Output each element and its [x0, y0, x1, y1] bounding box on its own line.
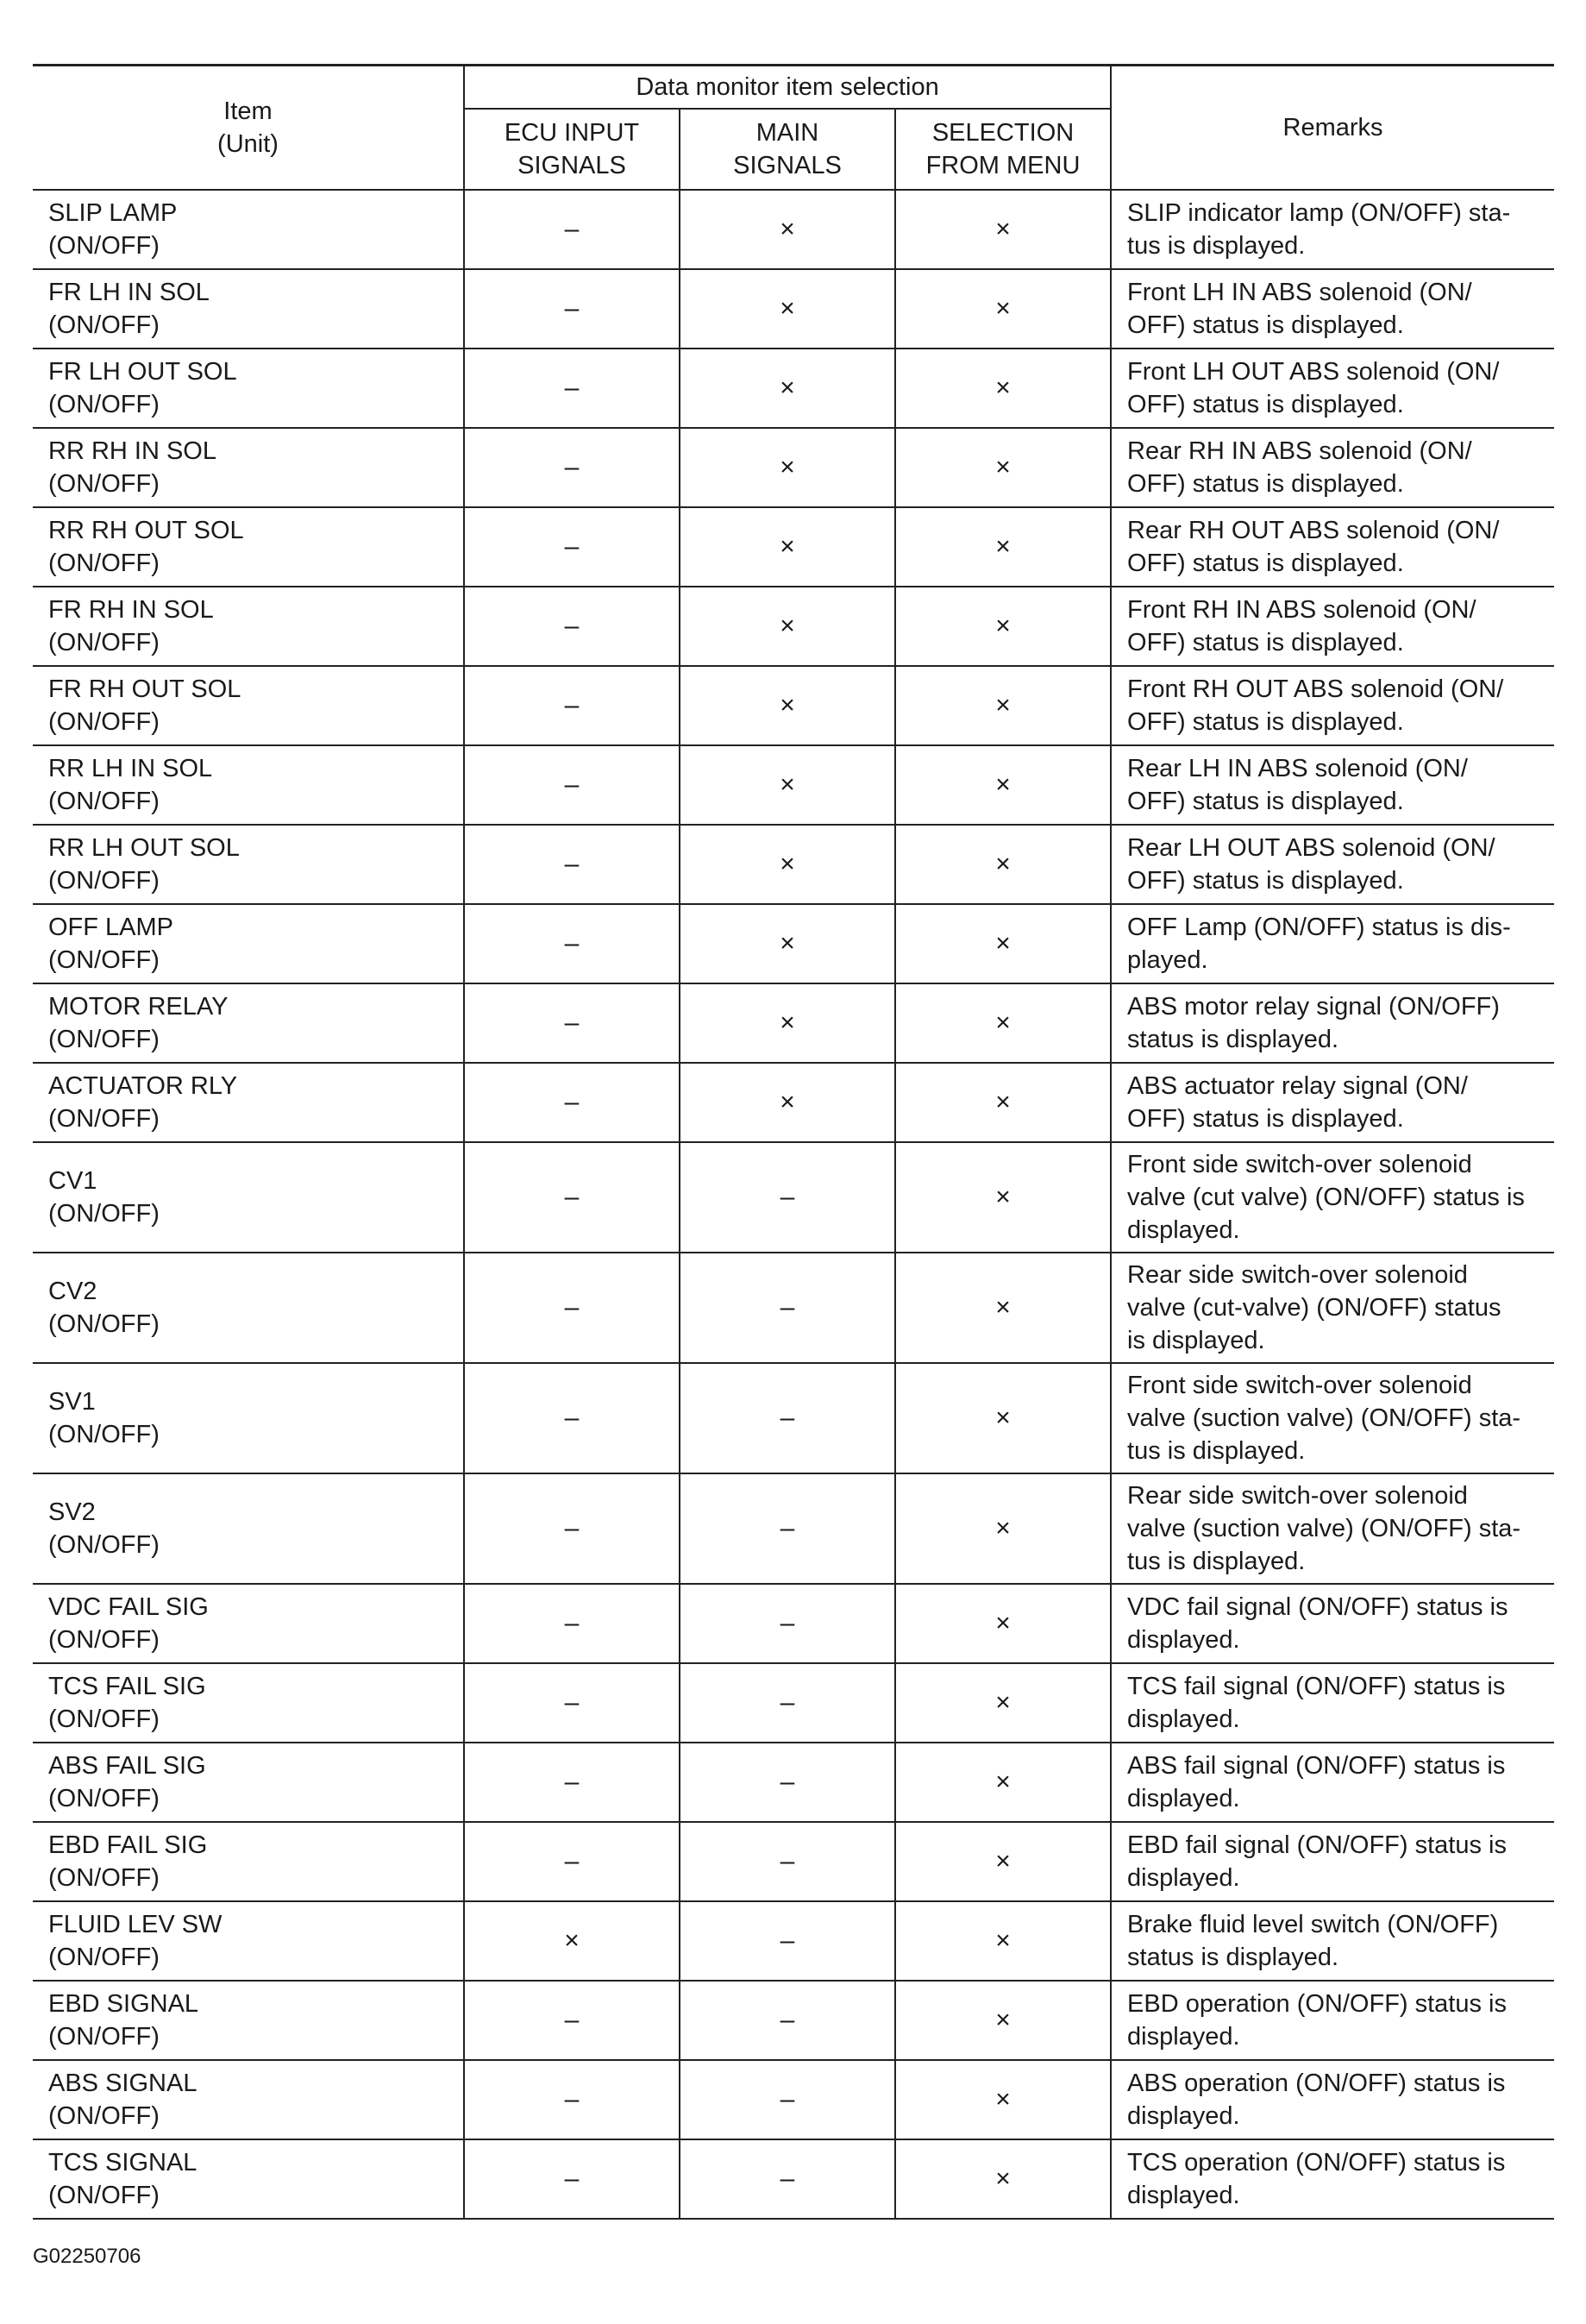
selection-menu-mark: ×	[895, 1253, 1111, 1363]
item-unit: (ON/OFF)	[48, 628, 160, 656]
table-row	[33, 1901, 1554, 1981]
ecu-input-mark: –	[464, 1584, 680, 1663]
remarks-line: Rear LH IN ABS solenoid (ON/	[1127, 754, 1468, 782]
header-ecu-line1: ECU INPUT	[504, 118, 640, 147]
item-name: SLIP LAMP	[48, 198, 178, 227]
selection-menu-mark: ×	[895, 1663, 1111, 1743]
selection-menu-mark: ×	[895, 983, 1111, 1063]
item-name: CV2	[48, 1277, 97, 1305]
item-cell	[33, 983, 464, 1063]
item-name: OFF LAMP	[48, 913, 174, 941]
ecu-input-mark: –	[464, 1822, 680, 1901]
remarks-line: TCS operation (ON/OFF) status is	[1127, 2148, 1506, 2176]
main-signals-mark: –	[680, 1363, 895, 1473]
item-cell	[33, 1822, 464, 1901]
selection-menu-mark: ×	[895, 1363, 1111, 1473]
item-name: EBD SIGNAL	[48, 1989, 199, 2018]
item-name: ABS SIGNAL	[48, 2069, 197, 2097]
remarks-line: ABS motor relay signal (ON/OFF)	[1127, 992, 1500, 1021]
ecu-input-mark: –	[464, 983, 680, 1063]
item-unit: (ON/OFF)	[48, 1784, 160, 1812]
ecu-input-mark: –	[464, 904, 680, 983]
selection-menu-mark: ×	[895, 269, 1111, 349]
remarks-cell	[1111, 2139, 1554, 2219]
header-data-monitor-group: Data monitor item selection	[464, 66, 1111, 109]
ecu-input-mark: –	[464, 1743, 680, 1822]
item-name: RR RH OUT SOL	[48, 516, 244, 544]
ecu-input-mark: –	[464, 507, 680, 587]
item-cell	[33, 587, 464, 666]
remarks-line: Front RH IN ABS solenoid (ON/	[1127, 595, 1476, 624]
item-cell	[33, 1142, 464, 1253]
selection-menu-mark: ×	[895, 1743, 1111, 1822]
remarks-line: valve (suction valve) (ON/OFF) sta-	[1127, 1404, 1521, 1432]
header-main-line2: SIGNALS	[733, 151, 842, 179]
selection-menu-mark: ×	[895, 349, 1111, 428]
remarks-line: OFF) status is displayed.	[1127, 787, 1404, 815]
item-unit: (ON/OFF)	[48, 1625, 160, 1654]
header-remarks: Remarks	[1111, 66, 1554, 190]
data-monitor-table	[33, 64, 1554, 2220]
remarks-line: EBD operation (ON/OFF) status is	[1127, 1989, 1507, 2018]
selection-menu-mark: ×	[895, 666, 1111, 745]
remarks-line: is displayed.	[1127, 1326, 1265, 1354]
remarks-cell	[1111, 1743, 1554, 1822]
ecu-input-mark: –	[464, 2139, 680, 2219]
item-cell	[33, 1584, 464, 1663]
remarks-line: Rear side switch-over solenoid	[1127, 1481, 1468, 1510]
selection-menu-mark: ×	[895, 2139, 1111, 2219]
selection-menu-mark: ×	[895, 1142, 1111, 1253]
remarks-line: displayed.	[1127, 2101, 1240, 2130]
remarks-line: tus is displayed.	[1127, 1436, 1306, 1465]
ecu-input-mark: –	[464, 190, 680, 269]
remarks-cell	[1111, 1063, 1554, 1142]
remarks-line: Front side switch-over solenoid	[1127, 1371, 1472, 1399]
item-cell	[33, 1981, 464, 2060]
selection-menu-mark: ×	[895, 2060, 1111, 2139]
main-signals-mark: ×	[680, 666, 895, 745]
header-ecu-input-signals	[464, 109, 680, 190]
item-name: MOTOR RELAY	[48, 992, 229, 1021]
item-name: RR LH OUT SOL	[48, 833, 240, 862]
main-signals-mark: ×	[680, 825, 895, 904]
selection-menu-mark: ×	[895, 190, 1111, 269]
item-cell	[33, 2060, 464, 2139]
item-cell	[33, 666, 464, 745]
remarks-cell	[1111, 1473, 1554, 1584]
item-unit: (ON/OFF)	[48, 787, 160, 815]
remarks-line: played.	[1127, 945, 1208, 974]
table-row	[33, 1253, 1554, 1363]
selection-menu-mark: ×	[895, 745, 1111, 825]
table-row	[33, 428, 1554, 507]
header-item	[33, 66, 464, 190]
remarks-cell	[1111, 1822, 1554, 1901]
remarks-line: displayed.	[1127, 2181, 1240, 2209]
remarks-cell	[1111, 190, 1554, 269]
item-unit: (ON/OFF)	[48, 549, 160, 577]
ecu-input-mark: –	[464, 587, 680, 666]
item-unit: (ON/OFF)	[48, 945, 160, 974]
remarks-cell	[1111, 2060, 1554, 2139]
item-name: EBD FAIL SIG	[48, 1831, 208, 1859]
remarks-line: OFF) status is displayed.	[1127, 311, 1404, 339]
item-unit: (ON/OFF)	[48, 1943, 160, 1971]
remarks-cell	[1111, 269, 1554, 349]
remarks-line: Rear side switch-over solenoid	[1127, 1260, 1468, 1289]
table-row	[33, 2139, 1554, 2219]
remarks-line: TCS fail signal (ON/OFF) status is	[1127, 1672, 1506, 1700]
item-name: TCS FAIL SIG	[48, 1672, 206, 1700]
selection-menu-mark: ×	[895, 428, 1111, 507]
item-unit: (ON/OFF)	[48, 1199, 160, 1228]
main-signals-mark: ×	[680, 190, 895, 269]
selection-menu-mark: ×	[895, 1473, 1111, 1584]
item-name: FR LH IN SOL	[48, 278, 210, 306]
remarks-line: Rear RH IN ABS solenoid (ON/	[1127, 437, 1472, 465]
item-cell	[33, 1743, 464, 1822]
selection-menu-mark: ×	[895, 825, 1111, 904]
item-name: RR RH IN SOL	[48, 437, 216, 465]
main-signals-mark: ×	[680, 269, 895, 349]
item-unit: (ON/OFF)	[48, 2181, 160, 2209]
item-cell	[33, 825, 464, 904]
item-unit: (ON/OFF)	[48, 1420, 160, 1448]
remarks-cell	[1111, 1363, 1554, 1473]
ecu-input-mark: –	[464, 1663, 680, 1743]
remarks-line: displayed.	[1127, 1705, 1240, 1733]
ecu-input-mark: –	[464, 2060, 680, 2139]
ecu-input-mark: –	[464, 1981, 680, 2060]
remarks-line: EBD fail signal (ON/OFF) status is	[1127, 1831, 1507, 1859]
selection-menu-mark: ×	[895, 904, 1111, 983]
ecu-input-mark: ×	[464, 1901, 680, 1981]
remarks-cell	[1111, 1663, 1554, 1743]
remarks-cell	[1111, 1142, 1554, 1253]
item-unit: (ON/OFF)	[48, 1863, 160, 1892]
item-cell	[33, 349, 464, 428]
remarks-line: OFF) status is displayed.	[1127, 390, 1404, 418]
remarks-line: valve (cut-valve) (ON/OFF) status	[1127, 1293, 1501, 1322]
remarks-line: tus is displayed.	[1127, 1547, 1306, 1575]
item-name: SV1	[48, 1387, 96, 1416]
table-row	[33, 1142, 1554, 1253]
main-signals-mark: ×	[680, 428, 895, 507]
item-unit: (ON/OFF)	[48, 2022, 160, 2051]
data-monitor-table-container	[33, 64, 1554, 2220]
item-unit: (ON/OFF)	[48, 1104, 160, 1133]
main-signals-mark: –	[680, 1743, 895, 1822]
figure-code: G02250706	[33, 2245, 141, 2268]
remarks-line: displayed.	[1127, 1784, 1240, 1812]
remarks-line: ABS fail signal (ON/OFF) status is	[1127, 1751, 1506, 1780]
remarks-line: Rear RH OUT ABS solenoid (ON/	[1127, 516, 1500, 544]
header-sel-line2: FROM MENU	[925, 151, 1081, 179]
remarks-line: valve (suction valve) (ON/OFF) sta-	[1127, 1514, 1521, 1542]
remarks-line: status is displayed.	[1127, 1943, 1339, 1971]
ecu-input-mark: –	[464, 1142, 680, 1253]
remarks-line: ABS actuator relay signal (ON/	[1127, 1071, 1468, 1100]
table-row	[33, 507, 1554, 587]
item-cell	[33, 507, 464, 587]
item-unit: (ON/OFF)	[48, 1705, 160, 1733]
item-name: FLUID LEV SW	[48, 1910, 223, 1938]
table-row	[33, 825, 1554, 904]
remarks-line: Front side switch-over solenoid	[1127, 1150, 1472, 1178]
main-signals-mark: –	[680, 2139, 895, 2219]
main-signals-mark: –	[680, 1473, 895, 1584]
ecu-input-mark: –	[464, 349, 680, 428]
main-signals-mark: –	[680, 1584, 895, 1663]
main-signals-mark: –	[680, 1822, 895, 1901]
table-row	[33, 1822, 1554, 1901]
table-row	[33, 745, 1554, 825]
item-name: ACTUATOR RLY	[48, 1071, 238, 1100]
ecu-input-mark: –	[464, 745, 680, 825]
item-name: FR LH OUT SOL	[48, 357, 237, 386]
selection-menu-mark: ×	[895, 507, 1111, 587]
table-body	[33, 190, 1554, 2219]
remarks-cell	[1111, 349, 1554, 428]
item-unit: (ON/OFF)	[48, 390, 160, 418]
remarks-line: displayed.	[1127, 2022, 1240, 2051]
remarks-line: OFF) status is displayed.	[1127, 1104, 1404, 1133]
remarks-line: OFF) status is displayed.	[1127, 469, 1404, 498]
remarks-line: displayed.	[1127, 1215, 1240, 1244]
remarks-cell	[1111, 1901, 1554, 1981]
remarks-cell	[1111, 1981, 1554, 2060]
remarks-cell	[1111, 825, 1554, 904]
remarks-line: OFF) status is displayed.	[1127, 549, 1404, 577]
item-cell	[33, 745, 464, 825]
ecu-input-mark: –	[464, 1363, 680, 1473]
ecu-input-mark: –	[464, 666, 680, 745]
table-row	[33, 904, 1554, 983]
item-unit: (ON/OFF)	[48, 2101, 160, 2130]
remarks-line: VDC fail signal (ON/OFF) status is	[1127, 1592, 1508, 1621]
selection-menu-mark: ×	[895, 587, 1111, 666]
main-signals-mark: –	[680, 1663, 895, 1743]
remarks-line: SLIP indicator lamp (ON/OFF) sta-	[1127, 198, 1511, 227]
remarks-line: ABS operation (ON/OFF) status is	[1127, 2069, 1506, 2097]
remarks-cell	[1111, 666, 1554, 745]
main-signals-mark: ×	[680, 587, 895, 666]
item-cell	[33, 1473, 464, 1584]
remarks-line: displayed.	[1127, 1863, 1240, 1892]
item-unit: (ON/OFF)	[48, 231, 160, 260]
item-name: RR LH IN SOL	[48, 754, 213, 782]
remarks-cell	[1111, 428, 1554, 507]
item-unit: (ON/OFF)	[48, 469, 160, 498]
remarks-line: Rear LH OUT ABS solenoid (ON/	[1127, 833, 1495, 862]
main-signals-mark: –	[680, 1253, 895, 1363]
remarks-line: tus is displayed.	[1127, 231, 1306, 260]
remarks-cell	[1111, 983, 1554, 1063]
table-row	[33, 1363, 1554, 1473]
table-row	[33, 1473, 1554, 1584]
table-row	[33, 983, 1554, 1063]
main-signals-mark: –	[680, 1142, 895, 1253]
remarks-cell	[1111, 587, 1554, 666]
remarks-cell	[1111, 507, 1554, 587]
main-signals-mark: ×	[680, 745, 895, 825]
remarks-line: Front LH OUT ABS solenoid (ON/	[1127, 357, 1500, 386]
main-signals-mark: ×	[680, 507, 895, 587]
selection-menu-mark: ×	[895, 1584, 1111, 1663]
item-cell	[33, 904, 464, 983]
ecu-input-mark: –	[464, 1063, 680, 1142]
remarks-line: OFF) status is displayed.	[1127, 866, 1404, 895]
remarks-line: OFF) status is displayed.	[1127, 628, 1404, 656]
header-unit-label: (Unit)	[217, 129, 279, 158]
item-cell	[33, 1363, 464, 1473]
table-row	[33, 1584, 1554, 1663]
remarks-line: Brake fluid level switch (ON/OFF)	[1127, 1910, 1499, 1938]
table-row	[33, 1663, 1554, 1743]
table-row	[33, 2060, 1554, 2139]
item-name: SV2	[48, 1498, 96, 1526]
main-signals-mark: ×	[680, 349, 895, 428]
item-cell	[33, 1901, 464, 1981]
table-row	[33, 587, 1554, 666]
item-name: CV1	[48, 1166, 97, 1195]
remarks-line: Front RH OUT ABS solenoid (ON/	[1127, 675, 1504, 703]
table-row	[33, 269, 1554, 349]
item-unit: (ON/OFF)	[48, 1310, 160, 1338]
main-signals-mark: ×	[680, 983, 895, 1063]
item-unit: (ON/OFF)	[48, 1025, 160, 1053]
table-row	[33, 349, 1554, 428]
item-cell	[33, 190, 464, 269]
table-row	[33, 1063, 1554, 1142]
remarks-cell	[1111, 904, 1554, 983]
remarks-cell	[1111, 1253, 1554, 1363]
item-name: FR RH IN SOL	[48, 595, 214, 624]
table-row	[33, 666, 1554, 745]
header-main-line1: MAIN	[755, 118, 819, 147]
item-name: TCS SIGNAL	[48, 2148, 197, 2176]
header-selection-from-menu	[895, 109, 1111, 190]
ecu-input-mark: –	[464, 825, 680, 904]
table-header	[33, 66, 1554, 190]
remarks-cell	[1111, 1584, 1554, 1663]
ecu-input-mark: –	[464, 428, 680, 507]
remarks-line: displayed.	[1127, 1625, 1240, 1654]
main-signals-mark: –	[680, 2060, 895, 2139]
remarks-line: valve (cut valve) (ON/OFF) status is	[1127, 1183, 1525, 1211]
remarks-line: Front LH IN ABS solenoid (ON/	[1127, 278, 1472, 306]
selection-menu-mark: ×	[895, 1981, 1111, 2060]
item-name: FR RH OUT SOL	[48, 675, 241, 703]
item-unit: (ON/OFF)	[48, 707, 160, 736]
remarks-cell	[1111, 745, 1554, 825]
selection-menu-mark: ×	[895, 1901, 1111, 1981]
remarks-line: OFF) status is displayed.	[1127, 707, 1404, 736]
item-unit: (ON/OFF)	[48, 866, 160, 895]
table-row	[33, 1981, 1554, 2060]
item-cell	[33, 1253, 464, 1363]
header-ecu-line2: SIGNALS	[517, 151, 626, 179]
main-signals-mark: –	[680, 1901, 895, 1981]
ecu-input-mark: –	[464, 1473, 680, 1584]
ecu-input-mark: –	[464, 1253, 680, 1363]
item-name: ABS FAIL SIG	[48, 1751, 206, 1780]
header-item-label: Item	[223, 97, 273, 125]
main-signals-mark: –	[680, 1981, 895, 2060]
item-cell	[33, 1663, 464, 1743]
item-unit: (ON/OFF)	[48, 1530, 160, 1559]
item-cell	[33, 428, 464, 507]
table-row	[33, 190, 1554, 269]
header-main-signals	[680, 109, 895, 190]
table-row	[33, 1743, 1554, 1822]
ecu-input-mark: –	[464, 269, 680, 349]
item-unit: (ON/OFF)	[48, 311, 160, 339]
selection-menu-mark: ×	[895, 1822, 1111, 1901]
header-sel-line1: SELECTION	[931, 118, 1075, 147]
remarks-line: OFF Lamp (ON/OFF) status is dis-	[1127, 913, 1511, 941]
item-name: VDC FAIL SIG	[48, 1592, 209, 1621]
main-signals-mark: ×	[680, 1063, 895, 1142]
remarks-line: status is displayed.	[1127, 1025, 1339, 1053]
selection-menu-mark: ×	[895, 1063, 1111, 1142]
item-cell	[33, 2139, 464, 2219]
main-signals-mark: ×	[680, 904, 895, 983]
item-cell	[33, 1063, 464, 1142]
item-cell	[33, 269, 464, 349]
